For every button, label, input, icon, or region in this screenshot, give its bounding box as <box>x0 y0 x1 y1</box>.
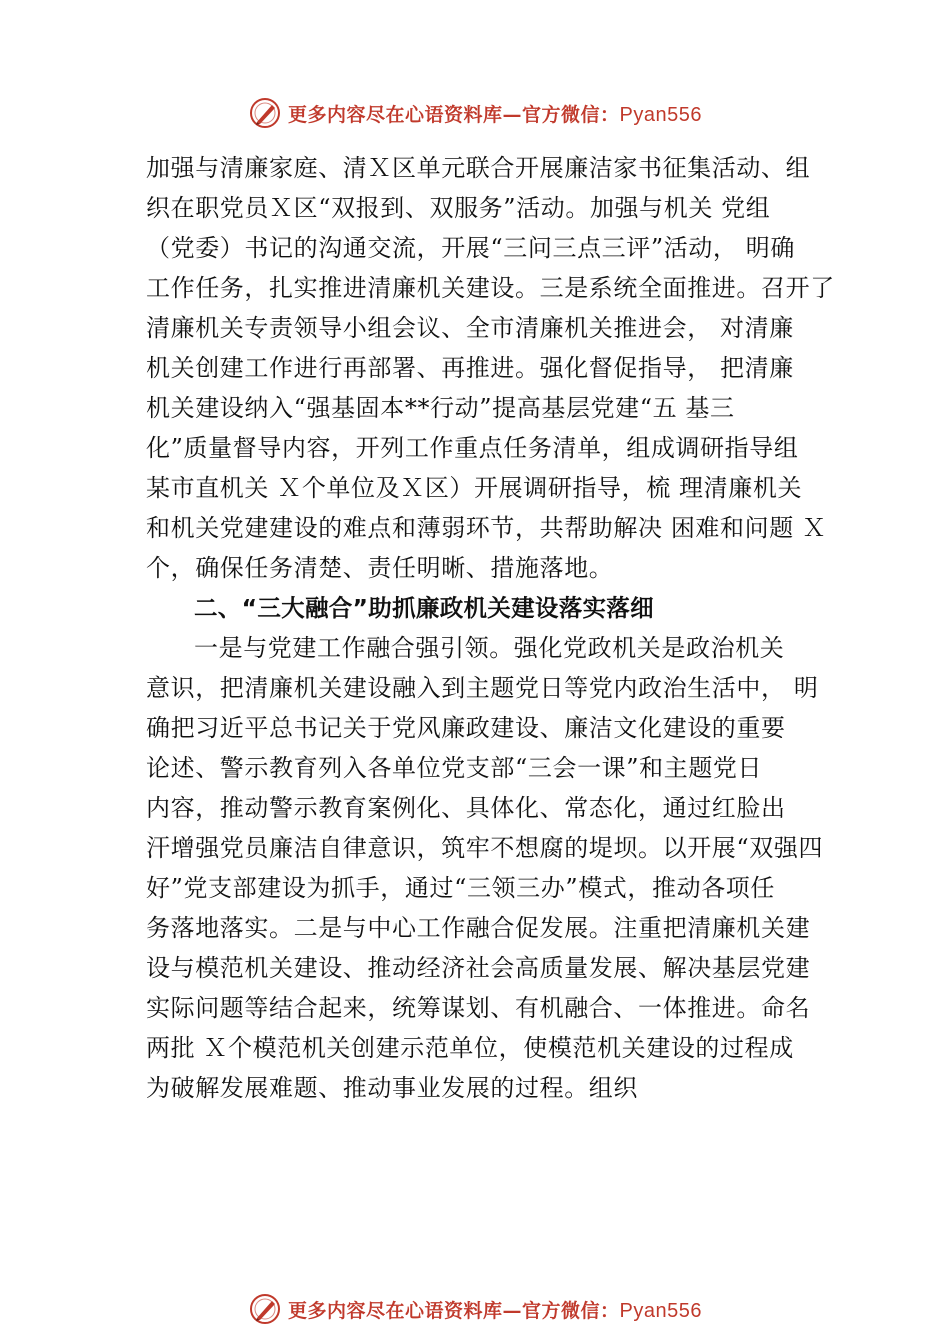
text-line: 化”质量督导内容，开列工作重点任务清单，组成调研指导组 <box>146 434 799 462</box>
text-line: 设与模范机关建设、推动经济社会高质量发展、解决基层党建 <box>146 954 811 982</box>
text-line: 确把习近平总书记关于党风廉政建设、廉洁文化建设的重要 <box>146 714 786 742</box>
text-line: 务落地落实。二是与中心工作融合促发展。注重把清廉机关建 <box>146 914 811 942</box>
paragraph-1 <box>146 148 835 588</box>
quill-pen-seal-icon <box>248 1292 282 1326</box>
text-line: 和机关党建建设的难点和薄弱环节，共帮助解决 困难和问题 Ｘ <box>146 514 827 542</box>
text-line: 好”党支部建设为抓手，通过“三领三办”模式，推动各项任 <box>146 874 776 902</box>
text-line: 工作任务，扎实推进清廉机关建设。三是系统全面推进。召开了 <box>146 274 835 302</box>
section-heading: 二、“三大融合”助抓廉政机关建设落实落细 <box>194 594 654 622</box>
text-line: 两批 Ｘ个模范机关创建示范单位，使模范机关建设的过程成 <box>146 1034 794 1062</box>
text-line: 为破解发展难题、推动事业发展的过程。组织 <box>146 1074 638 1102</box>
watermark-text <box>288 1296 702 1323</box>
paragraph-2 <box>146 628 831 1108</box>
text-line: 某市直机关 Ｘ个单位及Ｘ区）开展调研指导，梳 理清廉机关 <box>146 474 803 502</box>
footer-watermark <box>0 1289 950 1329</box>
text-line: 个，确保任务清楚、责任明晰、措施落地。 <box>146 554 614 582</box>
watermark-text <box>288 100 702 127</box>
quill-pen-seal-icon <box>248 96 282 130</box>
watermark-wechat-id: Pyan556 <box>619 103 702 126</box>
watermark-label: 更多内容尽在心语资料库—官方微信： <box>288 103 620 126</box>
watermark-wechat-id: Pyan556 <box>619 1299 702 1322</box>
text-line: 加强与清廉家庭、清Ｘ区单元联合开展廉洁家书征集活动、组 <box>146 154 811 182</box>
text-line: 实际问题等结合起来，统筹谋划、有机融合、一体推进。命名 <box>146 994 811 1022</box>
text-line: 论述、警示教育列入各单位党支部“三会一课”和主题党日 <box>146 754 763 782</box>
watermark-label: 更多内容尽在心语资料库—官方微信： <box>288 1299 620 1322</box>
text-line: （党委）书记的沟通交流，开展“三问三点三评”活动， 明确 <box>146 234 795 262</box>
text-line: 一是与党建工作融合强引领。强化党政机关是政治机关 <box>194 634 785 662</box>
text-line: 汗增强党员廉洁自律意识，筑牢不想腐的堤坝。以开展“双强四 <box>146 834 824 862</box>
document-body <box>146 148 835 1108</box>
text-line: 机关创建工作进行再部署、再推进。强化督促指导， 把清廉 <box>146 354 794 382</box>
header-watermark <box>0 93 950 133</box>
text-line: 意识，把清廉机关建设融入到主题党日等党内政治生活中， 明 <box>146 674 819 702</box>
text-line: 织在职党员Ｘ区“双报到、双服务”活动。加强与机关 党组 <box>146 194 771 222</box>
text-line: 机关建设纳入“强基固本**行动”提高基层党建“五 基三 <box>146 394 735 422</box>
text-line: 清廉机关专责领导小组会议、全市清廉机关推进会， 对清廉 <box>146 314 794 342</box>
text-line: 内容，推动警示教育案例化、具体化、常态化，通过红脸出 <box>146 794 786 822</box>
